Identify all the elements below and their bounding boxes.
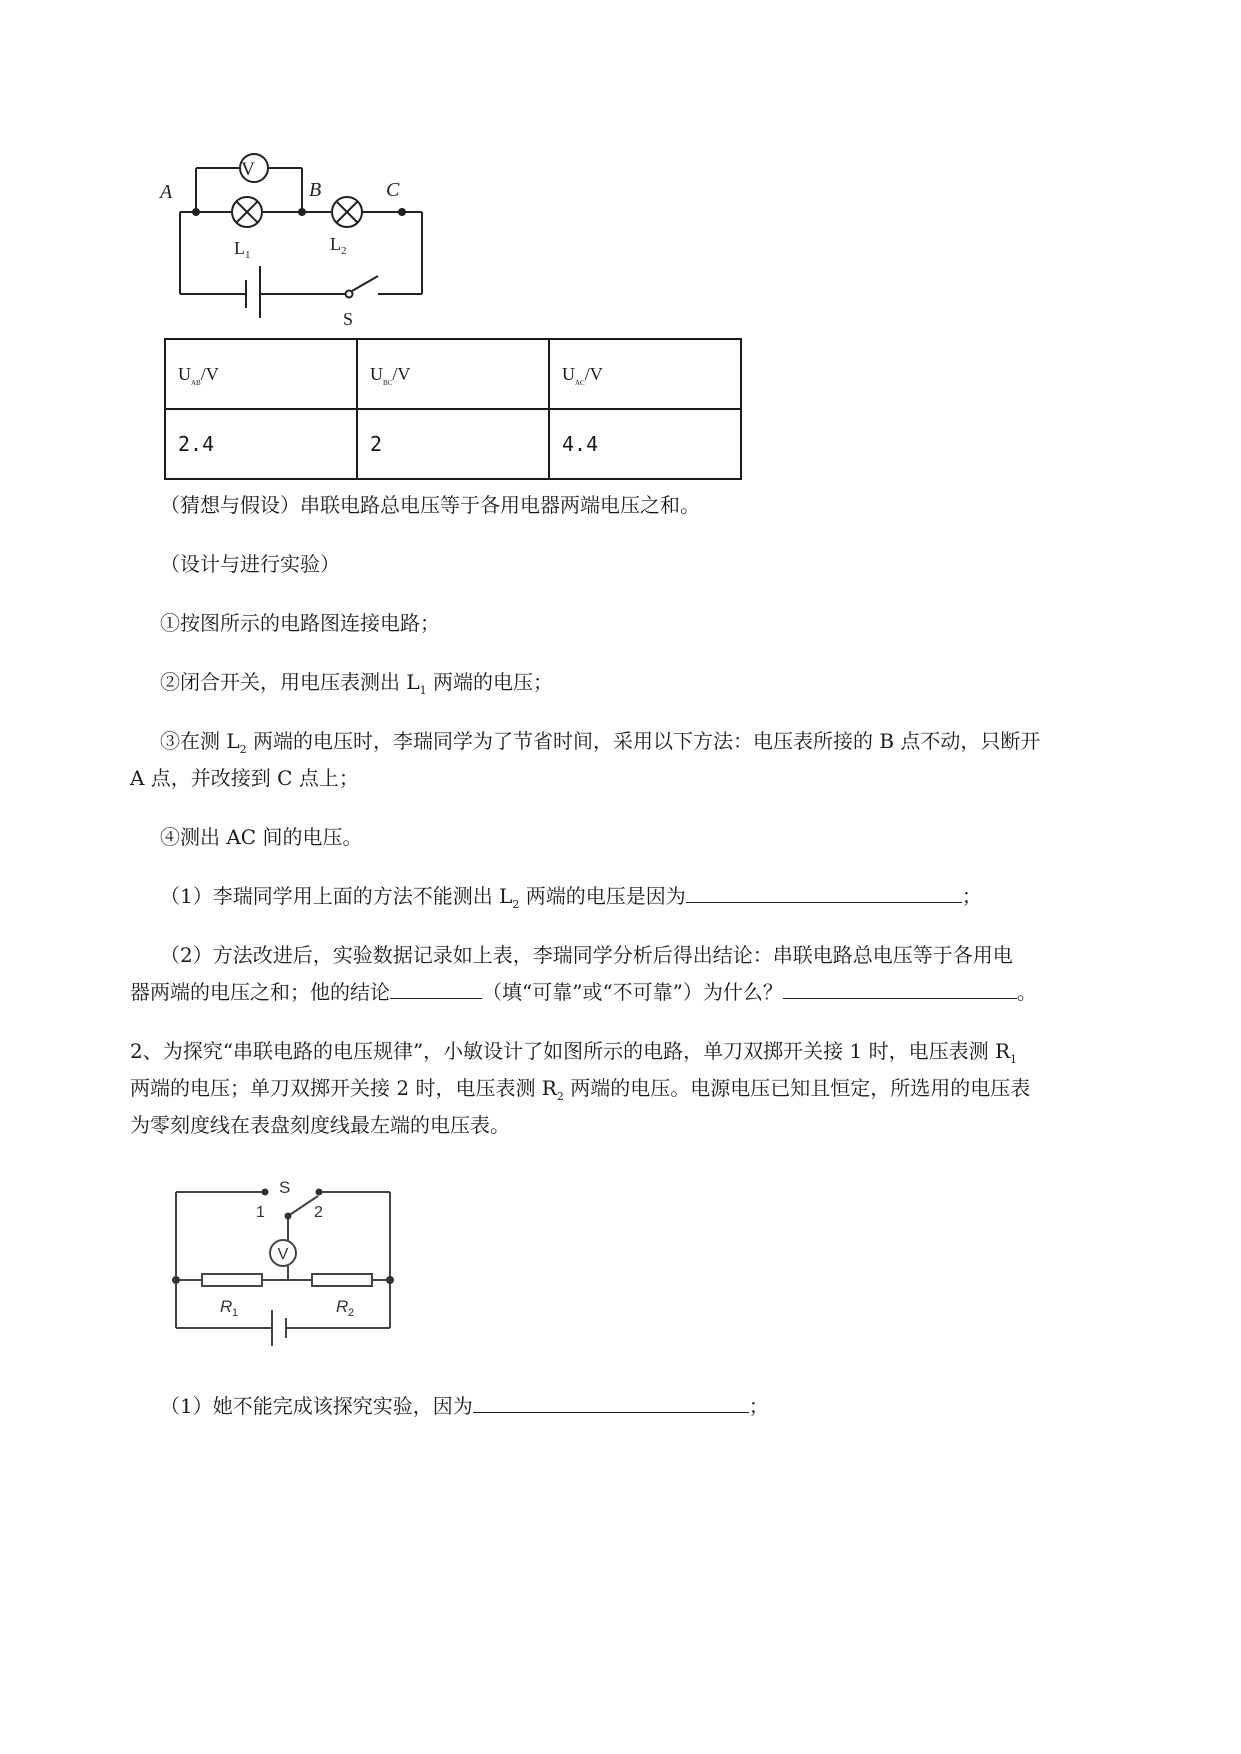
switch-label: S bbox=[279, 1178, 291, 1197]
problem-2-question-1-text: （1）她不能完成该探究实验，因为 ； bbox=[160, 1394, 769, 1418]
table-cell: 4.4 bbox=[549, 409, 741, 479]
table-row bbox=[165, 409, 741, 479]
resistor-r2-symbol bbox=[312, 1274, 372, 1286]
node-a bbox=[192, 208, 200, 216]
voltmeter-label: V bbox=[277, 1246, 289, 1263]
answer-blank[interactable] bbox=[473, 1392, 749, 1413]
resistor-r1-subscript: 1 bbox=[232, 1307, 239, 1319]
switch-position-1-label: 1 bbox=[256, 1204, 265, 1221]
voltage-data-table bbox=[164, 338, 742, 480]
table-header-cell: $U_{AC}/V$ bbox=[549, 339, 741, 409]
lamp-l2-symbol bbox=[332, 197, 362, 227]
switch-pivot bbox=[285, 1213, 292, 1220]
double-throw-switch-circuit-diagram bbox=[160, 1170, 420, 1360]
point-b-label: B bbox=[309, 179, 322, 201]
step-1-text: ①按图所示的电路图连接电路； bbox=[160, 611, 440, 635]
node-b bbox=[298, 208, 306, 216]
question-2-text-continued: 器两端的电压之和；他的结论 （填“可靠”或“不可靠”）为什么？ 。 bbox=[130, 980, 1037, 1004]
lamp2-subscript: 2 bbox=[341, 245, 347, 257]
switch-terminal-2 bbox=[316, 1189, 323, 1196]
node-right bbox=[386, 1276, 394, 1284]
step-2-text: ②闭合开关，用电压表测出 $L_1$ 两端的电压； bbox=[160, 670, 553, 697]
resistor-r1-label: R bbox=[220, 1297, 233, 1316]
battery-symbol bbox=[272, 1310, 286, 1346]
lamp2-label: L bbox=[330, 234, 341, 254]
lamp-l1-symbol bbox=[232, 197, 262, 227]
resistor-r2-subscript: 2 bbox=[348, 1307, 355, 1319]
node-c bbox=[398, 208, 406, 216]
series-lamp-circuit-diagram bbox=[150, 140, 490, 370]
question-2-text: （2）方法改进后，实验数据记录如上表，李瑞同学分析后得出结论：串联电路总电压等于各用电 bbox=[160, 943, 1013, 967]
table-header-row bbox=[165, 339, 741, 409]
switch-label: S bbox=[343, 309, 354, 329]
answer-blank[interactable] bbox=[783, 978, 1017, 999]
step-4-text: ④测出 AC 间的电压。 bbox=[160, 825, 363, 849]
hypothesis-text: （猜想与假设）串联电路总电压等于各用电器两端电压之和。 bbox=[160, 493, 700, 517]
step-3-text-continued: A 点，并改接到 C 点上； bbox=[130, 766, 359, 790]
switch-s-symbol bbox=[346, 276, 423, 298]
resistor-r1-symbol bbox=[202, 1274, 262, 1286]
table-header-cell: $U_{AB}/V$ bbox=[165, 339, 357, 409]
step-3-text: ③在测 $L_2$ 两端的电压时，李瑞同学为了节省时间，采用以下方法：电压表所接的 B 点不动，只断开 bbox=[160, 729, 1041, 756]
point-c-label: C bbox=[386, 179, 400, 201]
problem-2-text-line2: 两端的电压；单刀双掷开关接 2 时，电压表测 $R_2$ 两端的电压。电源电压已知且恒定，所选用的电压表 bbox=[130, 1076, 1031, 1103]
problem-2-text: 2、为探究“串联电路的电压规律”，小敏设计了如图所示的电路，单刀双掷开关接 1 时，电压表测 $R_1$ bbox=[130, 1039, 1018, 1066]
switch-terminal-1 bbox=[262, 1189, 269, 1196]
node-left bbox=[172, 1276, 180, 1284]
switch-position-2-label: 2 bbox=[314, 1204, 323, 1221]
table-header-cell: $U_{BC}/V$ bbox=[357, 339, 549, 409]
answer-blank[interactable] bbox=[390, 978, 482, 999]
table-cell: 2 bbox=[357, 409, 549, 479]
question-1-text: （1）李瑞同学用上面的方法不能测出 $L_2$ 两端的电压是因为 ； bbox=[160, 884, 982, 911]
lamp1-subscript: 1 bbox=[245, 249, 251, 261]
problem-2-text-line3: 为零刻度线在表盘刻度线最左端的电压表。 bbox=[130, 1113, 510, 1137]
point-a-label: A bbox=[160, 181, 173, 203]
voltmeter-label: V bbox=[241, 159, 255, 180]
resistor-r2-label: R bbox=[336, 1297, 349, 1316]
lamp1-label: L bbox=[234, 238, 245, 258]
design-heading: （设计与进行实验） bbox=[160, 552, 340, 576]
table-cell: 2.4 bbox=[165, 409, 357, 479]
battery-symbol bbox=[246, 266, 260, 318]
answer-blank[interactable] bbox=[686, 882, 962, 903]
